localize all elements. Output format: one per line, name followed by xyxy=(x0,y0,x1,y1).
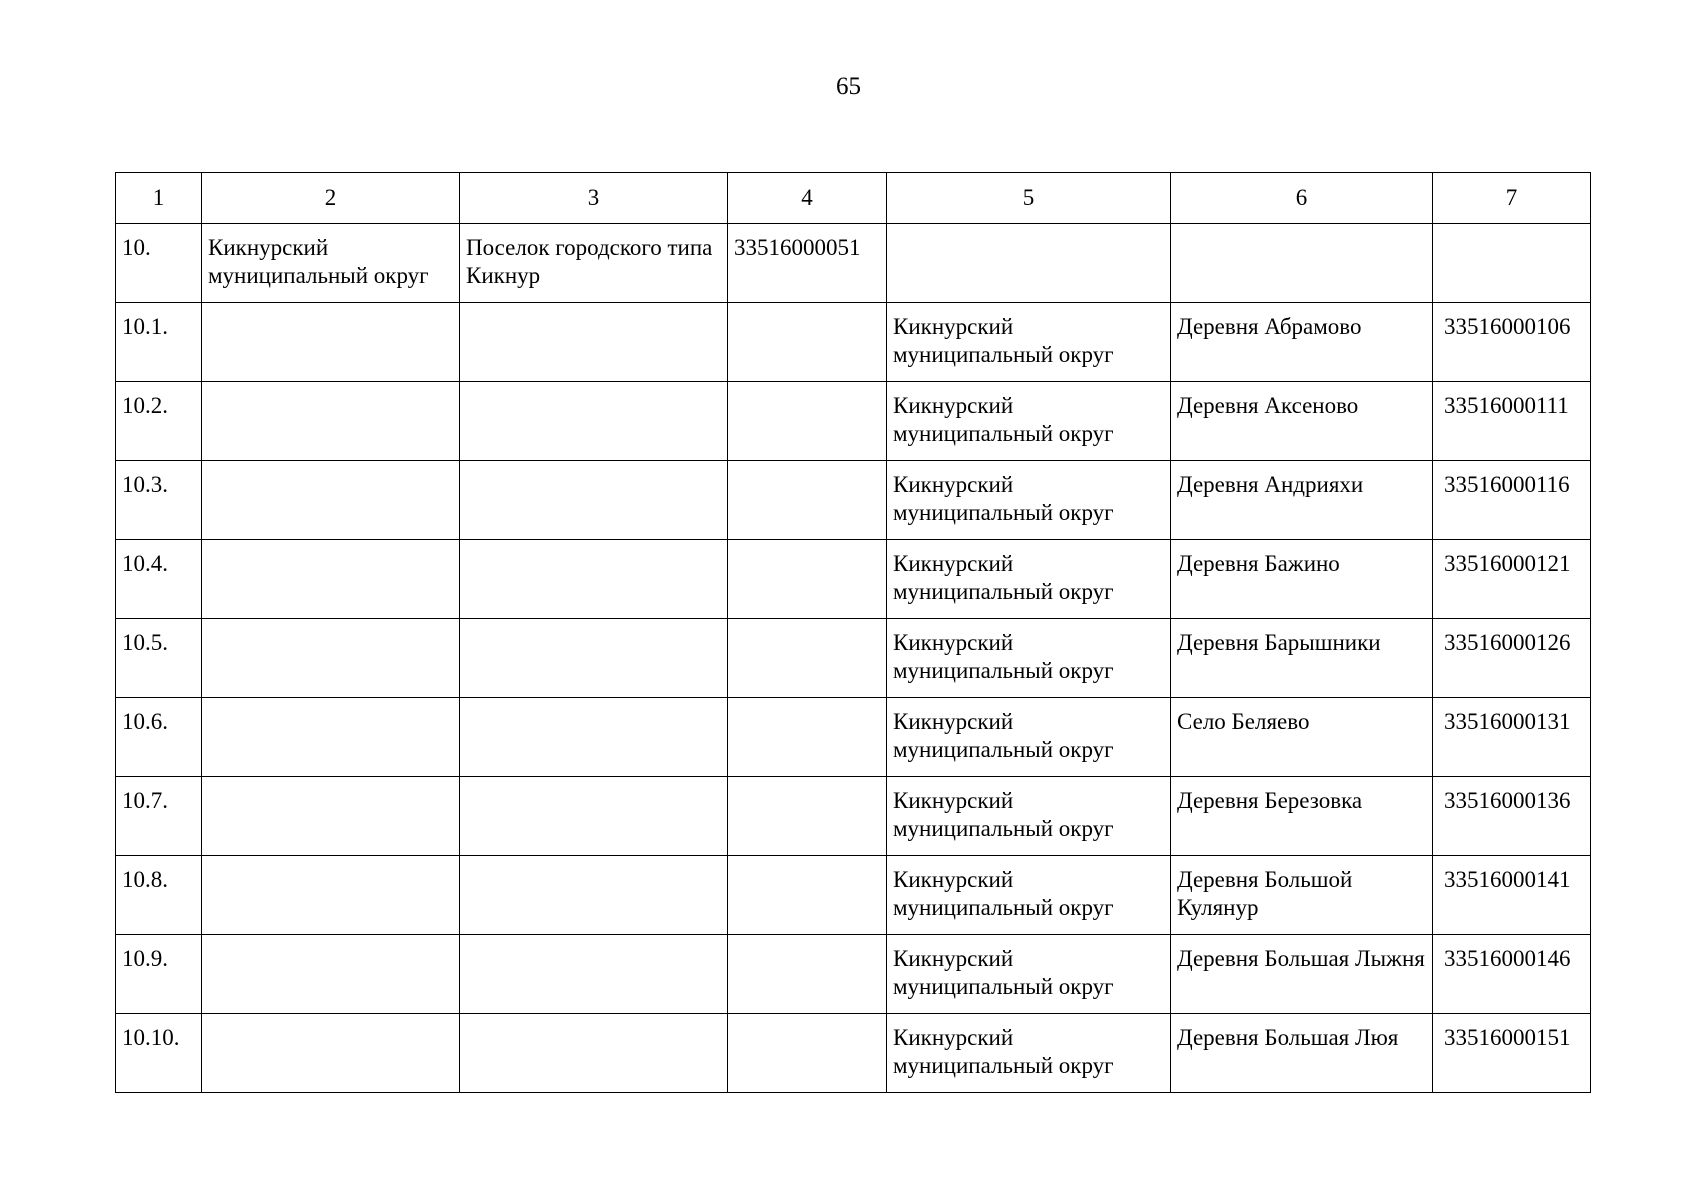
cell-settlement xyxy=(460,382,728,461)
cell-district xyxy=(202,777,460,856)
cell-code: 33516000051 xyxy=(728,224,887,303)
cell-district xyxy=(202,382,460,461)
table-row xyxy=(116,698,1591,777)
table-row xyxy=(116,461,1591,540)
cell-sub-settlement: Деревня Большой Кулянур xyxy=(1171,856,1433,935)
cell-number: 10.5. xyxy=(116,619,202,698)
cell-district xyxy=(202,619,460,698)
cell-code xyxy=(728,698,887,777)
settlements-table xyxy=(115,172,1591,1093)
cell-district xyxy=(202,856,460,935)
table-row xyxy=(116,303,1591,382)
header-cell-4: 4 xyxy=(728,173,887,224)
header-cell-5: 5 xyxy=(887,173,1171,224)
table-row xyxy=(116,935,1591,1014)
cell-sub-code: 33516000126 xyxy=(1433,619,1591,698)
cell-settlement xyxy=(460,303,728,382)
cell-settlement xyxy=(460,777,728,856)
cell-sub-district: Кикнурский муниципальный округ xyxy=(887,777,1171,856)
cell-settlement xyxy=(460,540,728,619)
cell-settlement xyxy=(460,461,728,540)
cell-sub-code: 33516000111 xyxy=(1433,382,1591,461)
table-row xyxy=(116,540,1591,619)
cell-sub-district: Кикнурский муниципальный округ xyxy=(887,856,1171,935)
cell-sub-district: Кикнурский муниципальный округ xyxy=(887,303,1171,382)
cell-sub-settlement: Деревня Аксеново xyxy=(1171,382,1433,461)
cell-code xyxy=(728,461,887,540)
cell-sub-district: Кикнурский муниципальный округ xyxy=(887,1014,1171,1093)
cell-sub-code: 33516000106 xyxy=(1433,303,1591,382)
cell-number: 10.3. xyxy=(116,461,202,540)
cell-sub-district: Кикнурский муниципальный округ xyxy=(887,382,1171,461)
table-row xyxy=(116,856,1591,935)
cell-code xyxy=(728,777,887,856)
cell-sub-code xyxy=(1433,224,1591,303)
cell-sub-settlement: Деревня Бажино xyxy=(1171,540,1433,619)
cell-sub-code: 33516000121 xyxy=(1433,540,1591,619)
cell-settlement xyxy=(460,698,728,777)
table-row xyxy=(116,777,1591,856)
cell-district xyxy=(202,540,460,619)
cell-district xyxy=(202,303,460,382)
cell-settlement xyxy=(460,619,728,698)
cell-district: Кикнурский муниципальный округ xyxy=(202,224,460,303)
cell-sub-district: Кикнурский муниципальный округ xyxy=(887,698,1171,777)
cell-sub-settlement: Деревня Большая Лыжня xyxy=(1171,935,1433,1014)
cell-sub-district: Кикнурский муниципальный округ xyxy=(887,935,1171,1014)
cell-number: 10.8. xyxy=(116,856,202,935)
cell-sub-settlement: Село Беляево xyxy=(1171,698,1433,777)
cell-number: 10.4. xyxy=(116,540,202,619)
cell-sub-settlement: Деревня Березовка xyxy=(1171,777,1433,856)
cell-code xyxy=(728,303,887,382)
cell-sub-settlement: Деревня Абрамово xyxy=(1171,303,1433,382)
cell-settlement: Поселок городского типа Кикнур xyxy=(460,224,728,303)
cell-district xyxy=(202,461,460,540)
cell-code xyxy=(728,382,887,461)
header-cell-3: 3 xyxy=(460,173,728,224)
cell-sub-district xyxy=(887,224,1171,303)
cell-district xyxy=(202,1014,460,1093)
header-cell-7: 7 xyxy=(1433,173,1591,224)
cell-sub-code: 33516000116 xyxy=(1433,461,1591,540)
cell-settlement xyxy=(460,935,728,1014)
cell-number: 10.6. xyxy=(116,698,202,777)
cell-sub-code: 33516000131 xyxy=(1433,698,1591,777)
cell-code xyxy=(728,935,887,1014)
cell-sub-settlement: Деревня Большая Люя xyxy=(1171,1014,1433,1093)
cell-settlement xyxy=(460,1014,728,1093)
header-cell-2: 2 xyxy=(202,173,460,224)
cell-code xyxy=(728,619,887,698)
table-row xyxy=(116,382,1591,461)
page-number: 65 xyxy=(836,73,861,100)
header-cell-1: 1 xyxy=(116,173,202,224)
cell-number: 10.1. xyxy=(116,303,202,382)
cell-sub-settlement xyxy=(1171,224,1433,303)
cell-code xyxy=(728,1014,887,1093)
cell-sub-code: 33516000136 xyxy=(1433,777,1591,856)
table-header-row xyxy=(116,173,1591,224)
cell-district xyxy=(202,935,460,1014)
cell-number: 10.9. xyxy=(116,935,202,1014)
cell-district xyxy=(202,698,460,777)
cell-code xyxy=(728,856,887,935)
cell-sub-settlement: Деревня Барышники xyxy=(1171,619,1433,698)
header-cell-6: 6 xyxy=(1171,173,1433,224)
cell-sub-district: Кикнурский муниципальный округ xyxy=(887,619,1171,698)
cell-number: 10.10. xyxy=(116,1014,202,1093)
cell-settlement xyxy=(460,856,728,935)
cell-sub-district: Кикнурский муниципальный округ xyxy=(887,461,1171,540)
cell-number: 10.2. xyxy=(116,382,202,461)
table-row xyxy=(116,1014,1591,1093)
cell-sub-code: 33516000151 xyxy=(1433,1014,1591,1093)
table-row xyxy=(116,224,1591,303)
cell-sub-settlement: Деревня Андрияхи xyxy=(1171,461,1433,540)
cell-code xyxy=(728,540,887,619)
cell-number: 10.7. xyxy=(116,777,202,856)
cell-sub-district: Кикнурский муниципальный округ xyxy=(887,540,1171,619)
cell-sub-code: 33516000141 xyxy=(1433,856,1591,935)
cell-sub-code: 33516000146 xyxy=(1433,935,1591,1014)
table-row xyxy=(116,619,1591,698)
cell-number: 10. xyxy=(116,224,202,303)
